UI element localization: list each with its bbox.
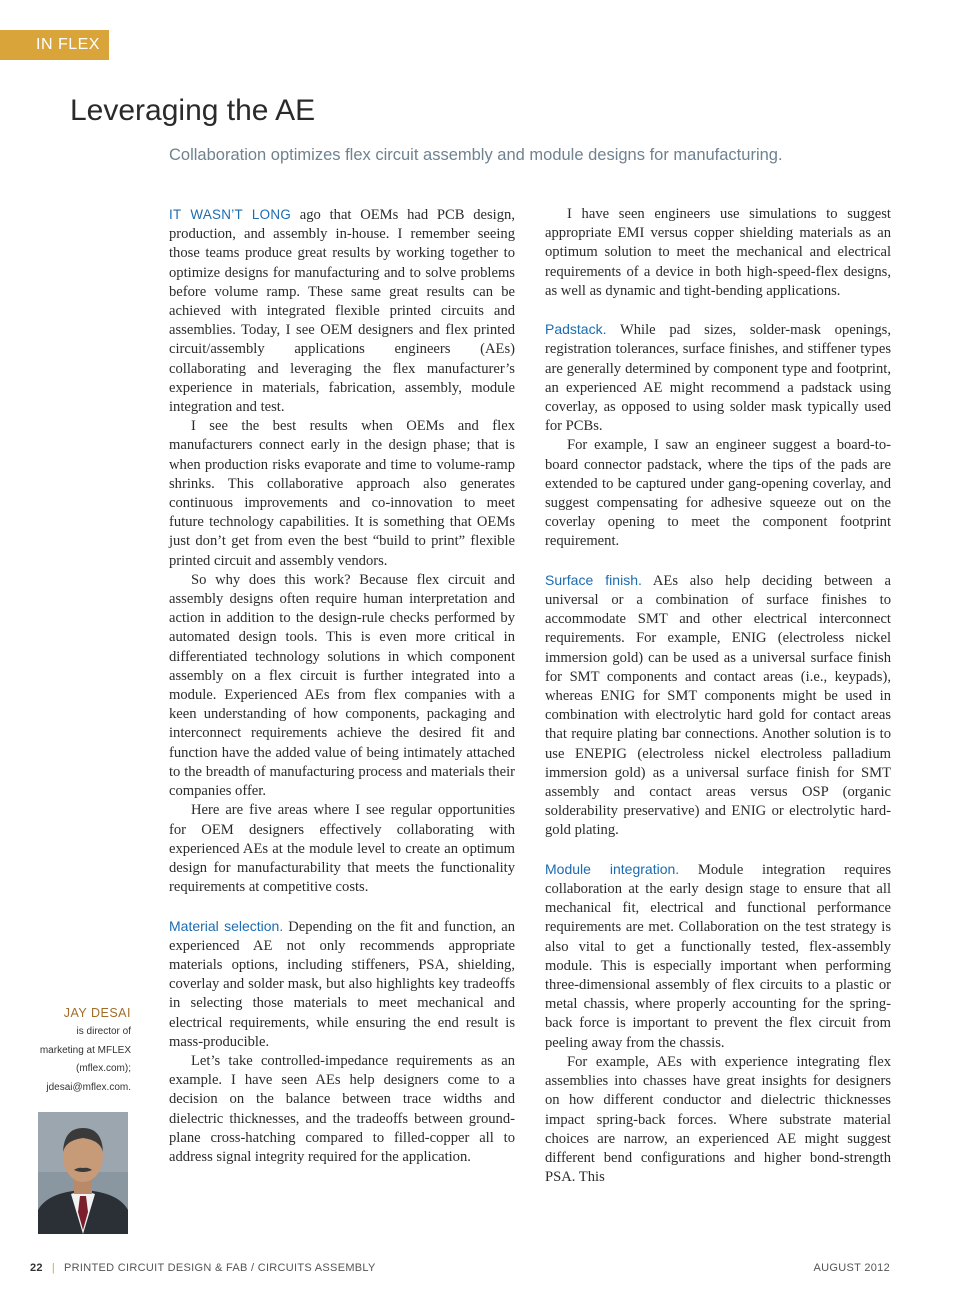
- author-portrait-image: [38, 1112, 128, 1234]
- section-heading-surface-finish: Surface finish.: [545, 571, 642, 588]
- paragraph: [545, 571, 891, 841]
- publication-name: PRINTED CIRCUIT DESIGN & FAB / CIRCUITS ASSEMBLY: [64, 1262, 376, 1274]
- author-name: JAY DESAI: [63, 1006, 131, 1020]
- paragraph-text: Module integration requires collaboration at the early design stage to ensure that all mechanical fit, electrical and functional performance requirements are met. Collaboration on the test strategy is also vital to get a functionally tested, flex-assembly module. This is especially important when performing three-dimensional assembly of flex circuits to a plastic or metal chassis, where properly accounting for the spring-back force is important to prevent the flex circuit from peeling away from the chassis.: [545, 861, 891, 1051]
- paragraph: So why does this work? Because flex circuit and assembly designs often require human interpretation and action in addition to the design-rule checks performed by automated design tools. This is even more critical in differentiated technology solutions in which component assembly on a flex circuit is further integrated into a module. Experienced AEs from flex companies with a keen understanding of how components, packaging and interconnect requirements achieve the desired fit and function have the added value of being intimately attached to the breadth of manufacturing process and materials their companies offer.: [169, 571, 515, 800]
- section-heading-material: Material selection.: [169, 917, 284, 934]
- author-bio: [20, 1006, 131, 1097]
- paragraph: Here are five areas where I see regular opportunities for OEM designers effectively collaborating with experienced AEs at the module level to create an optimum design for manufacturability that meets the functionality requirements at competitive costs.: [169, 802, 515, 896]
- footer-divider: |: [51, 1262, 56, 1274]
- paragraph: [545, 320, 891, 436]
- section-tag: IN FLEX: [0, 30, 109, 60]
- author-bio-line: is director of: [76, 1026, 131, 1037]
- paragraph: For example, I saw an engineer suggest a board-to-board connector padstack, where the tips of the pads are extended to be captured under gang-opening coverlay, and suggest compensating for adhesive squeeze out on the coverlay opening to meet the component footprint requirement.: [545, 437, 891, 550]
- page-number: 22: [30, 1262, 43, 1274]
- paragraph: I have seen engineers use simulations to suggest appropriate EMI versus copper shielding materials as an optimum solution to meet the mechanical and electrical requirements of a device in both high-speed-flex designs, as well as dynamic and tight-bending applications.: [545, 206, 891, 299]
- paragraph-text: ago that OEMs had PCB design, production, and assembly in-house. I remember seeing those teams produce great results by working together to optimize designs for manufacturing and to solve problems before volume ramp. These same great results can be achieved with integrated flexible printed circuits and assemblies. Today, I see OEM designers and flex printed circuit/assembly applications engineers (AEs) collaborating and leveraging the flex manufacturer’s experience in materials, fabrication, assembly, module integration and test.: [169, 207, 515, 416]
- paragraph: For example, AEs with experience integrating flex assemblies into chasses have great insights for designers on how different conductor and dielectric thicknesses impact spring-back forces. Where substrate material choices are narrow, an experienced AE might suggest different bend configurations and higher bond-strength PSA. This: [545, 1053, 891, 1186]
- article-title: Leveraging the AE: [70, 94, 316, 127]
- paragraph: [545, 860, 891, 1053]
- right-column: [545, 205, 891, 1187]
- paragraph-text: Depending on the fit and function, an experienced AE not only recommends appropriate materials options, including stiffeners, PSA, shielding, coverlay and solder mask, but also highlights key tradeoffs in selecting those materials to meet mechanical and electrical requirements, while ensuring the end result is mass-producible.: [169, 918, 516, 1050]
- paragraph: [169, 917, 515, 1052]
- author-bio-line: (mflex.com);: [76, 1063, 131, 1074]
- paragraph: [169, 205, 515, 417]
- paragraph-text: While pad sizes, solder-mask openings, registration tolerances, surface finishes, and stiffener types are generally determined by component type and footprint, an experienced AE might recommend a padstack using coverlay, as opposed to using solder mask typically used for PCBs.: [545, 322, 891, 435]
- footer-left: [30, 1262, 376, 1274]
- section-heading-padstack: Padstack.: [545, 321, 607, 338]
- section-heading-module-integration: Module integration.: [545, 860, 680, 877]
- paragraph: Let’s take controlled-impedance requirements as an example. I have seen AEs help designers come to a decision on the balance between trace widths and dielectric thicknesses, and the tradeoffs between ground-plane cross-hatching compared to filled-copper all to address signal integrity required for the application.: [169, 1052, 515, 1165]
- lead-in: IT WASN’T LONG: [169, 207, 292, 222]
- author-photo: [38, 1112, 128, 1234]
- author-email[interactable]: jdesai@mflex.com.: [46, 1081, 131, 1093]
- article-subtitle: Collaboration optimizes flex circuit assembly and module designs for manufacturing.: [169, 146, 783, 164]
- paragraph-text: AEs also help deciding between a universal or a combination of surface finishes to accommodate SMT and other electrical interconnect requirements. For example, ENIG (electroless nickel immersion gold) can be used as a universal surface finish for SMT components and contact areas (i.e., keypads), whereas ENIG for SMT components might be used in combination with electrolytic hard gold for contact areas that require plating bar connections. Another solution is to use ENEPIG (electroless nickel electroless palladium immersion gold) as a universal surface finish for SMT assembly and contact areas versus OSP (organic solderability preservative) and ENIG or electrolytic hard-gold plating.: [545, 572, 891, 839]
- issue-date: AUGUST 2012: [813, 1262, 890, 1274]
- paragraph: I see the best results when OEMs and flex manufacturers connect early in the design phase; that is when production risks evaporate and time to volume-ramp shrinks. This collaborative approach also generates continuous improvements and co-innovation to meet future technology capabilities. It is something that OEMs just don’t get from even the best “build to print” flexible printed circuit and assembly vendors.: [169, 418, 515, 569]
- left-column: [169, 205, 515, 1167]
- author-bio-line: marketing at MFLEX: [39, 1044, 131, 1056]
